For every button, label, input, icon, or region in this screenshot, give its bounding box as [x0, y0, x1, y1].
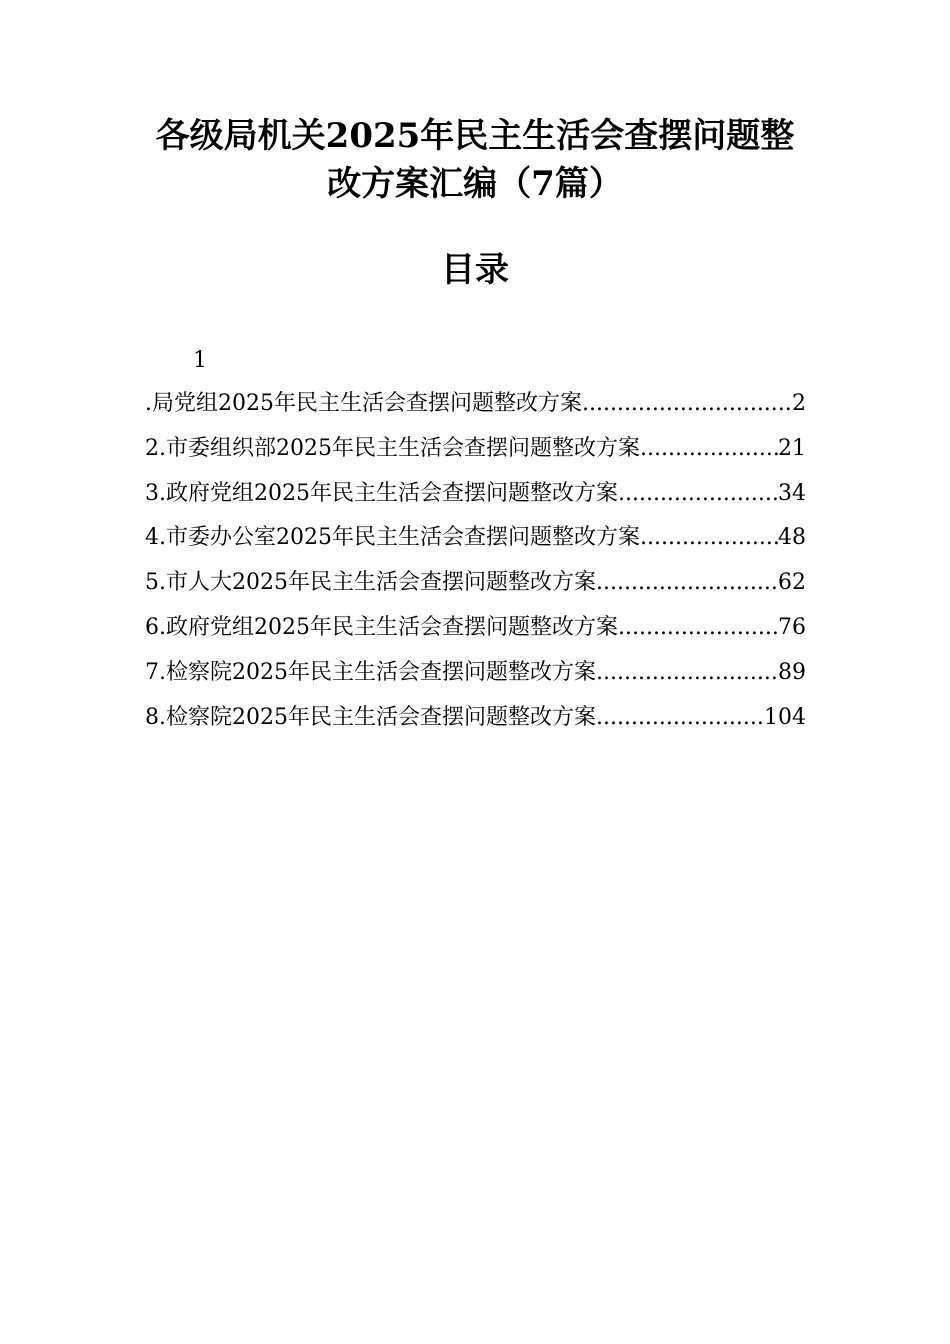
toc-list: [145, 389, 806, 747]
toc-entry-label: 2.市委组织部2025年民主生活会查摆问题整改方案: [145, 435, 640, 461]
toc-entry-label: 5.市人大2025年民主生活会查摆问题整改方案: [145, 570, 596, 596]
toc-heading: 目录: [441, 250, 509, 290]
toc-leader-dots: [640, 434, 778, 464]
toc-entry[interactable]: [145, 389, 806, 434]
toc-entry-page: 34: [778, 480, 806, 506]
toc-entry-label: 3.政府党组2025年民主生活会查摆问题整改方案: [145, 480, 618, 506]
toc-leader-dots: [596, 658, 778, 688]
toc-entry-page: 76: [778, 614, 806, 640]
toc-entry-label: .局党组2025年民主生活会查摆问题整改方案: [145, 391, 582, 416]
toc-entry-label: 4.市委办公室2025年民主生活会查摆问题整改方案: [145, 525, 640, 551]
document-title: [140, 112, 810, 208]
toc-leader-dots: [596, 703, 764, 733]
toc-entry-page: 89: [778, 659, 806, 685]
toc-entry-page: 62: [778, 570, 806, 596]
toc-entry[interactable]: [145, 613, 806, 658]
toc-entry-page: 21: [778, 435, 806, 461]
toc-entry-label: 6.政府党组2025年民主生活会查摆问题整改方案: [145, 614, 618, 640]
title-line-1: 各级局机关2025年民主生活会查摆问题整: [155, 116, 795, 156]
toc-entry-label: 8.检察院2025年民主生活会查摆问题整改方案: [145, 704, 596, 730]
title-line-2: 改方案汇编（7篇）: [327, 164, 623, 204]
toc-entry[interactable]: [145, 479, 806, 524]
toc-leader-dots: [640, 523, 778, 553]
toc-entry-page: 104: [764, 704, 806, 730]
toc-entry[interactable]: [145, 434, 806, 479]
toc-entry[interactable]: [145, 703, 806, 748]
toc-entry-label: 7.检察院2025年民主生活会查摆问题整改方案: [145, 659, 596, 685]
toc-leader-dots: [618, 613, 778, 643]
toc-entry[interactable]: [145, 568, 806, 613]
toc-leader-dots: [618, 479, 778, 509]
toc-entry-page: 2: [792, 391, 806, 416]
toc-stray-number: 1: [193, 348, 207, 373]
toc-entry-page: 48: [778, 525, 806, 551]
toc-entry[interactable]: [145, 523, 806, 568]
toc-entry[interactable]: [145, 658, 806, 703]
toc-leader-dots: [596, 568, 778, 598]
toc-leader-dots: [582, 389, 792, 419]
